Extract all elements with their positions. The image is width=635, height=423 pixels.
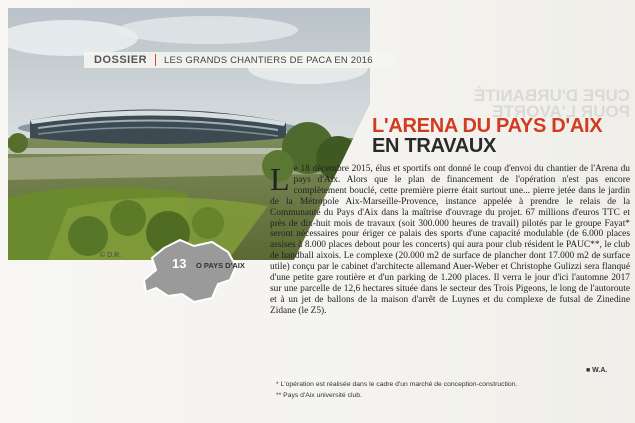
footnotes xyxy=(276,379,630,401)
article-paragraph: e 18 décembre 2015, élus et sportifs ont donné le coup d'envoi du chantier de l'Arena du pays d'Aix. Alors que le plan de financement de l'opération n'est pas encore complètement bouclé, cette première pierre était surtout une... pierre jetée dans le jardin de la Métropole Aix-Marseille-Provence, instance appelée à prendre le relais de la Communauté du Pays d'Aix dans la maîtrise d'ouvrage du projet. 67 millions d'euros TTC et près de dix-huit mois de travaux (soit 300.000 heures de travail) pilotés par le groupe Fayat* seront nécessaires pour ériger ce palais des sports d'une capacité modulable (de 6.000 places assises à 8.000 places debout pour les concerts) qui aura pour club résident le PAUC**, le club de handball aixois. Le complexe (20.000 m2 de surface de plancher dont 17.000 m2 de surface utile) conçu par le cabinet d'architecte allemand Auer-Weber et Christophe Gulizzi sera flanqué d'une petite gare routière et d'un parking de 1.200 places. Il verra le jour d'ici l'automne 2017 sur une parcelle de 12,6 hectares située dans le secteur des Trois Pigeons, le long de l'autoroute et à un jet de ballons de la maison d'arrêt de Luynes et du complexe de futsal de Zinedine Zidane (le Z5). xyxy=(270,164,630,316)
section-label: DOSSIER xyxy=(94,54,148,66)
article-body xyxy=(270,161,630,317)
bleed-through-text: CUPE D'URBANITÉ POUR L'AVORTE xyxy=(473,86,630,121)
section-header xyxy=(84,52,394,68)
drop-cap: L xyxy=(270,161,290,197)
author-signature: ■ W.A. xyxy=(586,367,608,374)
title-line-2: EN TRAVAUX xyxy=(372,135,497,157)
article-title xyxy=(372,116,632,156)
footnote-1: * L'opération est réalisée dans le cadre d'un marché de conception-construction. xyxy=(276,381,518,388)
map-number: 13 xyxy=(172,256,187,271)
photo-credit: © D.R. xyxy=(100,252,122,259)
footnote-2: ** Pays d'Aix université club. xyxy=(276,392,362,399)
map-label: O PAYS D'AIX xyxy=(196,261,245,270)
title-line-1: L'ARENA DU PAYS D'AIX xyxy=(372,115,603,137)
section-subtitle: LES GRANDS CHANTIERS DE PACA EN 2016 xyxy=(164,54,373,66)
pays-daix-map xyxy=(142,236,242,306)
header-divider xyxy=(155,54,156,66)
